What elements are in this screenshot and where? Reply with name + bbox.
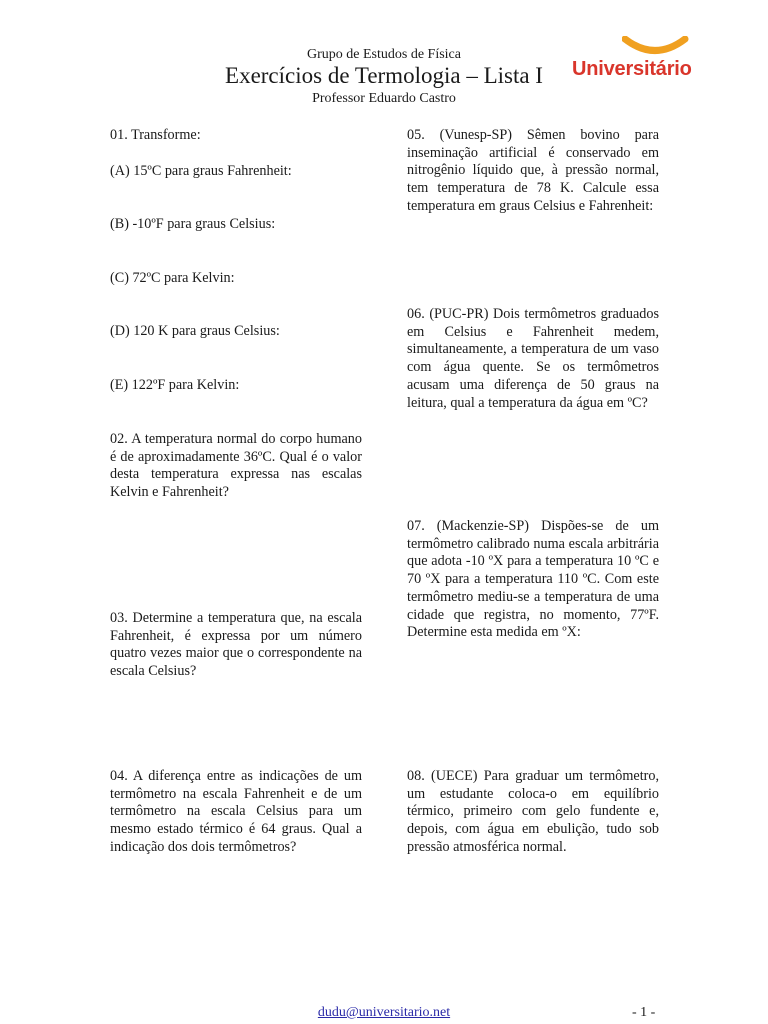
question-01-item-d: (D) 120 K para graus Celsius:: [110, 323, 280, 339]
universitario-logo: [572, 36, 704, 84]
page-title: Exercícios de Termologia – Lista I: [225, 63, 543, 88]
question-01-item-a: (A) 15ºC para graus Fahrenheit:: [110, 163, 292, 179]
question-08: 08. (UECE) Para graduar um termômetro, um estudante coloca-o em equilíbrio térmico, primeiro com gelo fundente e, depois, com água em ebulição, tudo sob pressão atmosférica normal.: [407, 768, 659, 855]
question-03: 03. Determine a temperatura que, na escala Fahrenheit, é expressa por um número quatro vezes maior que o correspondente na escala Celsius?: [110, 610, 362, 680]
question-01-item-b: (B) -10ºF para graus Celsius:: [110, 216, 276, 232]
question-05: 05. (Vunesp-SP) Sêmen bovino para inseminação artificial é conservado em nitrogênio líquido que, à pressão normal, tem temperatura de 78 K. Calcule essa temperatura em graus Celsius e Fahrenheit:: [407, 127, 659, 214]
question-02: 02. A temperatura normal do corpo humano é de aproximadamente 36ºC. Qual é o valor desta temperatura expressa nas escalas Kelvin e Fahrenheit?: [110, 431, 362, 501]
group-name: Grupo de Estudos de Física: [307, 47, 461, 62]
logo-text: Universitário: [572, 58, 692, 80]
page-number: - 1 -: [632, 1005, 656, 1020]
question-01-title: 01. Transforme:: [110, 127, 201, 143]
logo-arc-icon: [622, 36, 692, 56]
question-04: 04. A diferença entre as indicações de um termômetro na escala Fahrenheit e de um termômetro na escala Celsius para um mesmo estado térmico é 64 graus. Qual a indicação dos dois termômetros?: [110, 768, 362, 855]
question-01-item-c: (C) 72ºC para Kelvin:: [110, 270, 235, 286]
question-06: 06. (PUC-PR) Dois termômetros graduados em Celsius e Fahrenheit medem, simultaneamente, a temperatura de um vaso com água quente. Se os termômetros acusam uma diferença de 50 graus na leitura, qual a temperatura da água em ºC?: [407, 306, 659, 411]
email-link[interactable]: dudu@universitario.net: [317, 1005, 451, 1020]
question-01-item-e: (E) 122ºF para Kelvin:: [110, 377, 240, 393]
professor-name: Professor Eduardo Castro: [312, 91, 456, 106]
question-07: 07. (Mackenzie-SP) Dispões-se de um termômetro calibrado numa escala arbitrária que adota -10 ºX para a temperatura 10 ºC e 70 ºX para a temperatura 110 ºC. Com este termômetro mediu-se a temperatura de uma cidade que registra, no momento, 77ºF. Determine esta medida em ºX:: [407, 518, 659, 641]
